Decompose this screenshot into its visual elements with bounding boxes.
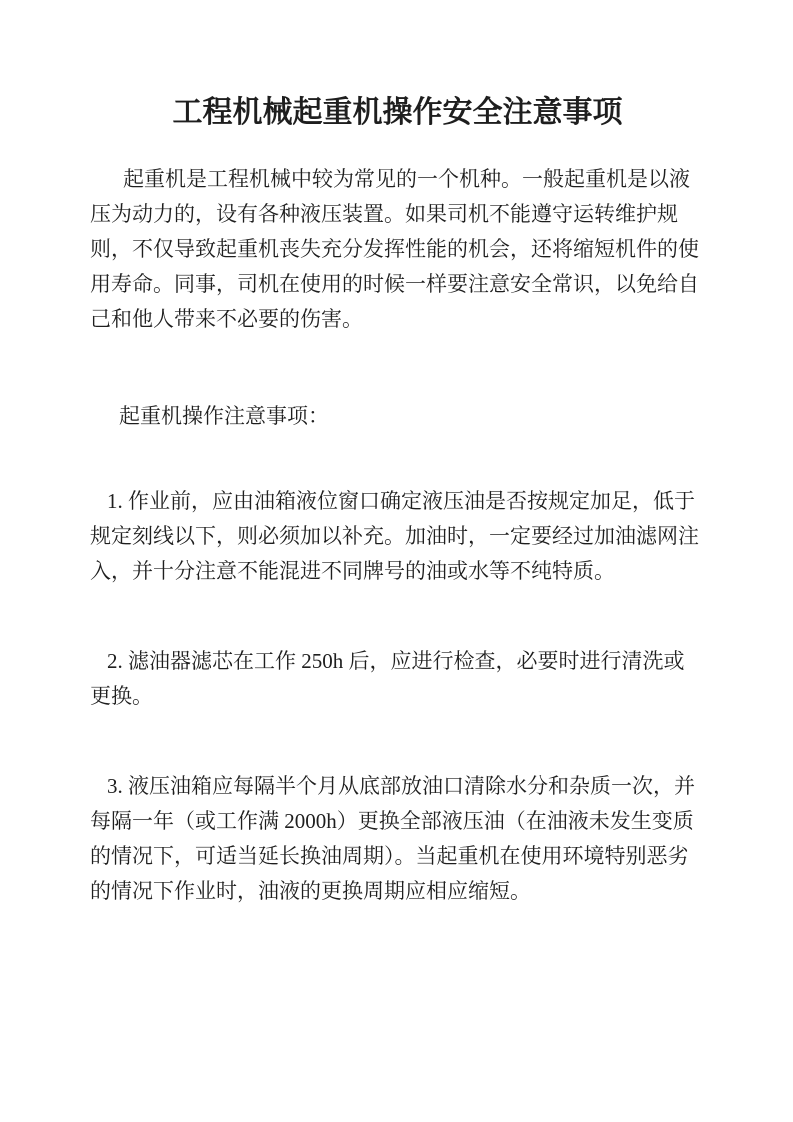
list-item-3: 3. 液压油箱应每隔半个月从底部放油口清除水分和杂质一次，并每隔一年（或工作满 2000h）更换全部液压油（在油液未发生变质的情况下，可适当延长换油周期）。当起重机在使用环境特别恶劣的情况下作业时，油液的更换周期应相应缩短。 — [90, 774, 695, 903]
list-item-2: 2. 滤油器滤芯在工作 250h 后，应进行检查，必要时进行清洗或更换。 — [90, 649, 685, 708]
list-item-1: 1. 作业前，应由油箱液位窗口确定液压油是否按规定加足，低于规定刻线以下，则必须加以补充。加油时，一定要经过加油滤网注入，并十分注意不能混进不同牌号的油或水等不纯特质。 — [90, 489, 699, 583]
document-title: 工程机械起重机操作安全注意事项 — [172, 96, 623, 129]
section-heading: 起重机操作注意事项： — [119, 404, 329, 428]
intro-paragraph: 起重机是工程机械中较为常见的一个机种。一般起重机是以液压为动力的，设有各种液压装置。如果司机不能遵守运转维护规则，不仅导致起重机丧失充分发挥性能的机会，还将缩短机件的使用寿命。同事，司机在使用的时候一样要注意安全常识，以免给自己和他人带来不必要的伤害。 — [90, 167, 699, 331]
